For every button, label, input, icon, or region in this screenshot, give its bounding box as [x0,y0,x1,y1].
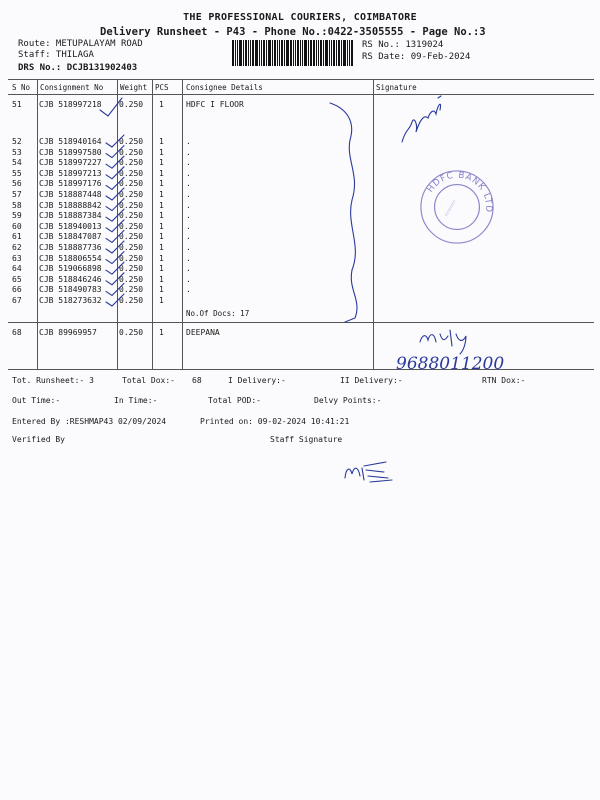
row68-sno: 68 [12,328,22,337]
group-row-sno: 67 [12,295,22,305]
group-row-weight: 0.250 [119,137,144,146]
checkmark-icon [106,135,124,147]
row51-weight: 0.250 [119,100,144,109]
group-row-weight: 0.250 [119,179,144,189]
stamp-text: HDFC BANK LTD [425,170,494,214]
checkmark-icon [106,177,124,189]
group-row-consignee: . [186,189,191,199]
checkmark-icon [106,230,124,242]
group-row-consignment: CJB 519066898 [39,264,102,274]
checkmark-icon [106,220,124,232]
checkmark-icon [106,283,124,295]
group-row-weight: 0.250 [119,264,144,274]
group-row-consignment: CJB 518887384 [39,211,102,221]
drs-number: DRS No.: DCJB131902403 [18,63,138,73]
group-row-sno: 53 [12,147,22,157]
delvy-points: Delvy Points:- [314,396,382,405]
row68-weight: 0.250 [119,328,144,337]
row51-consignee: HDFC I FLOOR [186,100,244,109]
svg-text:HDFC BANK LTD [426,171,494,214]
group-row-sno: 56 [12,179,22,189]
printed-on: Printed on: 09-02-2024 10:41:21 [200,417,350,426]
group-row-weight: 0.250 [119,285,144,295]
group-row-sno: 64 [12,264,22,274]
group-row-consignee: . [186,232,191,242]
checkmark-icon [106,262,124,274]
group-row-weight: 0.250 [119,189,144,199]
group-row-consignee: . [186,168,191,178]
bank-stamp [418,168,496,246]
total-pod: Total POD:- [208,396,261,405]
total-dox-label: Total Dox:- [122,376,175,385]
checkmark-icon [106,146,124,158]
group-row-sno: 61 [12,232,22,242]
group-row-consignment: CJB 518490783 [39,285,102,295]
group-row-weight: 0.250 [119,147,144,157]
staff-signature-icon [345,462,392,482]
checkmark-icon [106,167,124,179]
group-row-consignee: . [186,200,191,210]
group-row-pcs: 1 [159,295,164,305]
group-row-consignee: . [186,242,191,252]
group-row-sno: 52 [12,137,22,146]
staff-label: Staff: THILAGA [18,50,94,60]
total-dox-value: 68 [192,376,202,385]
group-row-consignment: CJB 518888842 [39,200,102,210]
verified-by: Verified By [12,435,65,444]
checkmark-icon [106,188,124,200]
checkmark-icon [106,209,124,221]
group-row-consignment: CJB 518887448 [39,189,102,199]
company-title: THE PROFESSIONAL COURIERS, COIMBATORE [183,12,417,23]
group-row-pcs: 1 [159,158,164,168]
group-row-consignee: . [186,158,191,168]
rtn-dox: RTN Dox:- [482,376,526,385]
group-row-consignment: CJB 518997213 [39,168,102,178]
group-row-pcs: 1 [159,221,164,231]
group-row-pcs: 1 [159,189,164,199]
group-row-consignee: . [186,253,191,263]
checkmark-icon-group [106,135,124,306]
group-row-sno: 57 [12,189,22,199]
group-row-consignment: CJB 518997176 [39,179,102,189]
group-row-consignee: . [186,211,191,221]
group-row-pcs: 1 [159,232,164,242]
group-row-consignee: . [186,285,191,295]
staff-signature-label: Staff Signature [270,435,343,444]
group-row-consignment: CJB 518997227 [39,158,102,168]
row51-sno: 51 [12,100,22,109]
signature-icon [402,104,441,142]
signature-icon [438,96,441,98]
group-row-pcs: 1 [159,211,164,221]
group-row-pcs: 1 [159,274,164,284]
group-row-consignee: . [186,264,191,274]
checkmark-icon [106,241,124,253]
group-row-pcs: 1 [159,179,164,189]
route-label: Route: METUPALAYAM ROAD [18,39,143,49]
group-row-pcs: 1 [159,147,164,157]
group-row-consignee: . [186,221,191,231]
group-row-consignment: CJB 518997580 [39,147,102,157]
brace-icon [330,103,357,322]
group-row-weight: 0.250 [119,274,144,284]
group-row-sno: 54 [12,158,22,168]
checkmark-icon [106,156,124,168]
group-row-sno: 62 [12,242,22,252]
group-row-weight: 0.250 [119,168,144,178]
i-delivery: I Delivery:- [228,376,286,385]
out-time: Out Time:- [12,396,61,405]
group-row-pcs: 1 [159,137,164,146]
header-sno: S No [12,83,31,92]
ii-delivery: II Delivery:- [340,376,403,385]
group-row-weight: 0.250 [119,211,144,221]
header-weight: Weight [120,83,148,92]
header-consignee: Consignee Details [186,83,263,92]
checkmark-icon [106,273,124,285]
group-row-sno: 60 [12,221,22,231]
rs-number: RS No.: 1319024 [362,40,444,50]
signature-icon [420,330,466,354]
row68-pcs: 1 [159,328,164,337]
runsheet-title: Delivery Runsheet - P43 - Phone No.:0422-3505555 - Page No.:3 [100,26,486,38]
group-row-weight: 0.250 [119,221,144,231]
group-row-weight: 0.250 [119,200,144,210]
entered-by: Entered By :RESHMAP43 02/09/2024 [12,417,167,426]
group-row-consignee: . [186,179,191,189]
group-row-pcs: 1 [159,200,164,210]
group-row-consignment: CJB 518887736 [39,242,102,252]
row68-consignment: CJB 89969957 [39,328,97,337]
group-row-consignee: . [186,147,191,157]
tot-runsheet: Tot. Runsheet:- 3 [12,376,94,385]
group-row-weight: 0.250 [119,158,144,168]
group-row-weight: 0.250 [119,242,144,252]
checkmark-icon [106,199,124,211]
group-row-pcs: 1 [159,253,164,263]
group-row-consignment: CJB 518940164 [39,137,102,146]
group-row-sno: 65 [12,274,22,284]
group-row-consignee: . [186,137,191,146]
group-row-consignee: . [186,274,191,284]
group-row-sno: 66 [12,285,22,295]
group-row-consignment: CJB 518806554 [39,253,102,263]
group-row-pcs: 1 [159,264,164,274]
group-row-sno: 63 [12,253,22,263]
header-pcs: PCS [155,83,169,92]
row51-pcs: 1 [159,100,164,109]
no-of-docs: No.Of Docs: 17 [186,309,250,318]
in-time: In Time:- [114,396,158,405]
header-consignment: Consignment No [40,83,104,92]
group-row-sno: 58 [12,200,22,210]
group-row-consignment: CJB 518273632 [39,295,102,305]
checkmark-icon [106,294,124,306]
header-signature: Signature [376,83,417,92]
group-row-consignment: CJB 518847087 [39,232,102,242]
row68-consignee: DEEPANA [186,328,220,337]
group-row-sno: 55 [12,168,22,178]
group-row-consignment: CJB 518846246 [39,274,102,284]
group-row-weight: 0.250 [119,253,144,263]
checkmark-icon [106,252,124,264]
rs-date: RS Date: 09-Feb-2024 [362,52,471,62]
checkmark-icon [100,98,122,116]
handwritten-phone: 9688011200 [396,354,505,374]
group-row-consignment: CJB 518940013 [39,221,102,231]
group-row-pcs: 1 [159,168,164,178]
stamp-inner-icon: ▭▭▭▭ [443,198,458,218]
group-row-weight: 0.250 [119,232,144,242]
group-row-sno: 59 [12,211,22,221]
row51-consignment: CJB 518997218 [39,100,102,109]
group-row-pcs: 1 [159,242,164,252]
group-row-weight: 0.250 [119,295,144,305]
group-row-pcs: 1 [159,285,164,295]
